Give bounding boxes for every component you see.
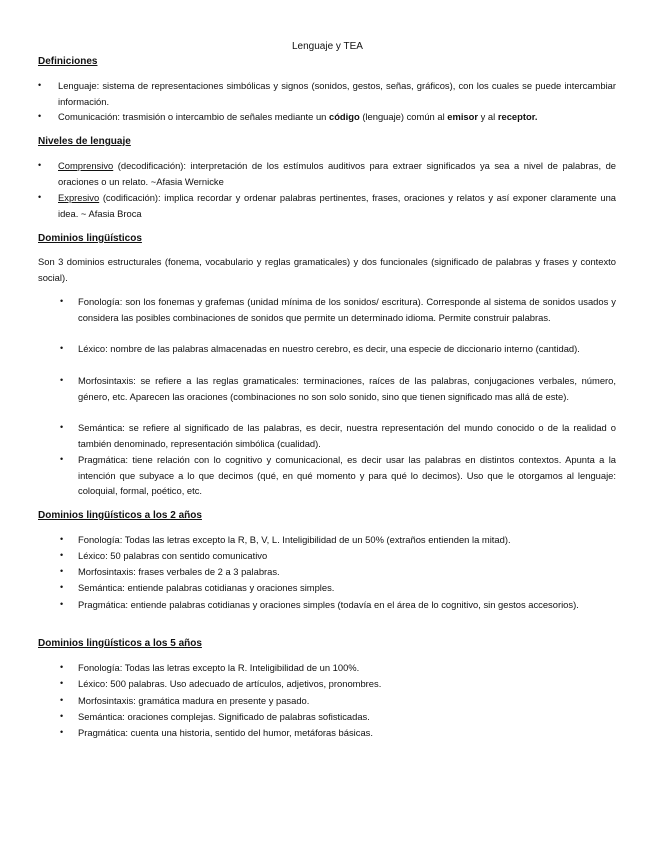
dominio-semantica: Semántica: se refiere al significado de las palabras, es decir, nuestra representación del mundo conocido o de la realidad o también denominado, representación simbólica (cualidad). [78, 422, 616, 449]
dos-anos-lexico: Léxico: 50 palabras con sentido comunicativo [78, 550, 268, 561]
dominio-lexico: Léxico: nombre de las palabras almacenadas en nuestro cerebro, es decir, una especie de diccionario interno (cantidad). [78, 343, 580, 354]
cinco-anos-fonologia: Fonología: Todas las letras excepto la R. Inteligibilidad de un 100%. [78, 662, 360, 673]
dos-anos-pragmatica: Pragmática: entiende palabras cotidianas y oraciones simples (todavía en el área de lo cognitivo, sin gestos accesorios). [78, 599, 579, 610]
bullet-icon: • [60, 454, 64, 464]
bullet-icon: • [60, 550, 64, 560]
cinco-anos-lexico: Léxico: 500 palabras. Uso adecuado de artículos, adjetivos, pronombres. [78, 678, 382, 689]
bullet-icon: • [60, 566, 64, 576]
bullet-icon: • [60, 727, 64, 737]
bullet-icon: • [38, 160, 42, 170]
heading-cinco-anos: Dominios lingüísticos a los 5 años [38, 638, 202, 649]
dominio-morfosintaxis: Morfosintaxis: se refiere a las reglas gramaticales: terminaciones, raíces de las palabras, conjugaciones verbales, número, género, etc. Aparecen las oraciones (combinaciones no son solo sonido, sino que tienen significado mas allá de este). [78, 375, 616, 402]
definition-comunicacion: Comunicación: trasmisión o intercambio de señales mediante un código (lenguaje) común al emisor y al receptor. [58, 111, 538, 122]
nivel-comprensivo: Comprensivo (decodificación): interpretación de los estímulos auditivos para extraer significados ya sea a nivel de palabras, de oraciones o un relato. ~Afasia Wernicke [58, 160, 616, 187]
bullet-icon: • [38, 111, 42, 121]
bullet-icon: • [60, 422, 64, 432]
bullet-icon: • [60, 582, 64, 592]
page-title: Lenguaje y TEA [292, 41, 363, 52]
dominio-pragmatica: Pragmática: tiene relación con lo cognitivo y comunicacional, es decir usar las palabras en distintos contextos. Apunta a la intención que subyace a lo que decimos (qué, en qué momento y para qué lo decimos). Uso que le otorgamos al lenguaje: coloquial, formal, poético, etc. [78, 454, 616, 496]
heading-niveles: Niveles de lenguaje [38, 136, 131, 147]
cinco-anos-semantica: Semántica: oraciones complejas. Significado de palabras sofisticadas. [78, 711, 370, 722]
bullet-icon: • [60, 343, 64, 353]
dos-anos-morfosintaxis: Morfosintaxis: frases verbales de 2 a 3 palabras. [78, 566, 280, 577]
cinco-anos-morfosintaxis: Morfosintaxis: gramática madura en presente y pasado. [78, 695, 310, 706]
dos-anos-fonologia: Fonología: Todas las letras excepto la R, B, V, L. Inteligibilidad de un 50% (extraños entienden la mitad). [78, 534, 511, 545]
nivel-expresivo: Expresivo (codificación): implica recordar y ordenar palabras pertinentes, frases, oraciones y relatos y así exponer claramente una idea. ~ Afasia Broca [58, 192, 616, 219]
bullet-icon: • [60, 599, 64, 609]
bullet-icon: • [60, 678, 64, 688]
dominios-intro: Son 3 dominios estructurales (fonema, vocabulario y reglas gramaticales) y dos funcionales (significado de palabras y frases y contexto social). [38, 256, 616, 283]
bullet-icon: • [60, 375, 64, 385]
dominio-fonologia: Fonología: son los fonemas y grafemas (unidad mínima de los sonidos/ escritura). Corresponde al sistema de sonidos usados y considera las posibles combinaciones de sonidos que permite un determinado idioma. Permite construir palabras. [78, 296, 616, 323]
bullet-icon: • [60, 711, 64, 721]
heading-dos-anos: Dominios lingüísticos a los 2 años [38, 510, 202, 521]
bullet-icon: • [38, 80, 42, 90]
bullet-icon: • [60, 296, 64, 306]
definition-lenguaje: Lenguaje: sistema de representaciones simbólicas y signos (sonidos, gestos, señas, gráficos), con los cuales se puede intercambiar información. [58, 80, 616, 107]
bullet-icon: • [60, 662, 64, 672]
cinco-anos-pragmatica: Pragmática: cuenta una historia, sentido del humor, metáforas básicas. [78, 727, 373, 738]
bullet-icon: • [60, 534, 64, 544]
bullet-icon: • [38, 192, 42, 202]
heading-dominios: Dominios lingüísticos [38, 233, 142, 244]
bullet-icon: • [60, 695, 64, 705]
dos-anos-semantica: Semántica: entiende palabras cotidianas y oraciones simples. [78, 582, 335, 593]
heading-definiciones: Definiciones [38, 56, 98, 67]
